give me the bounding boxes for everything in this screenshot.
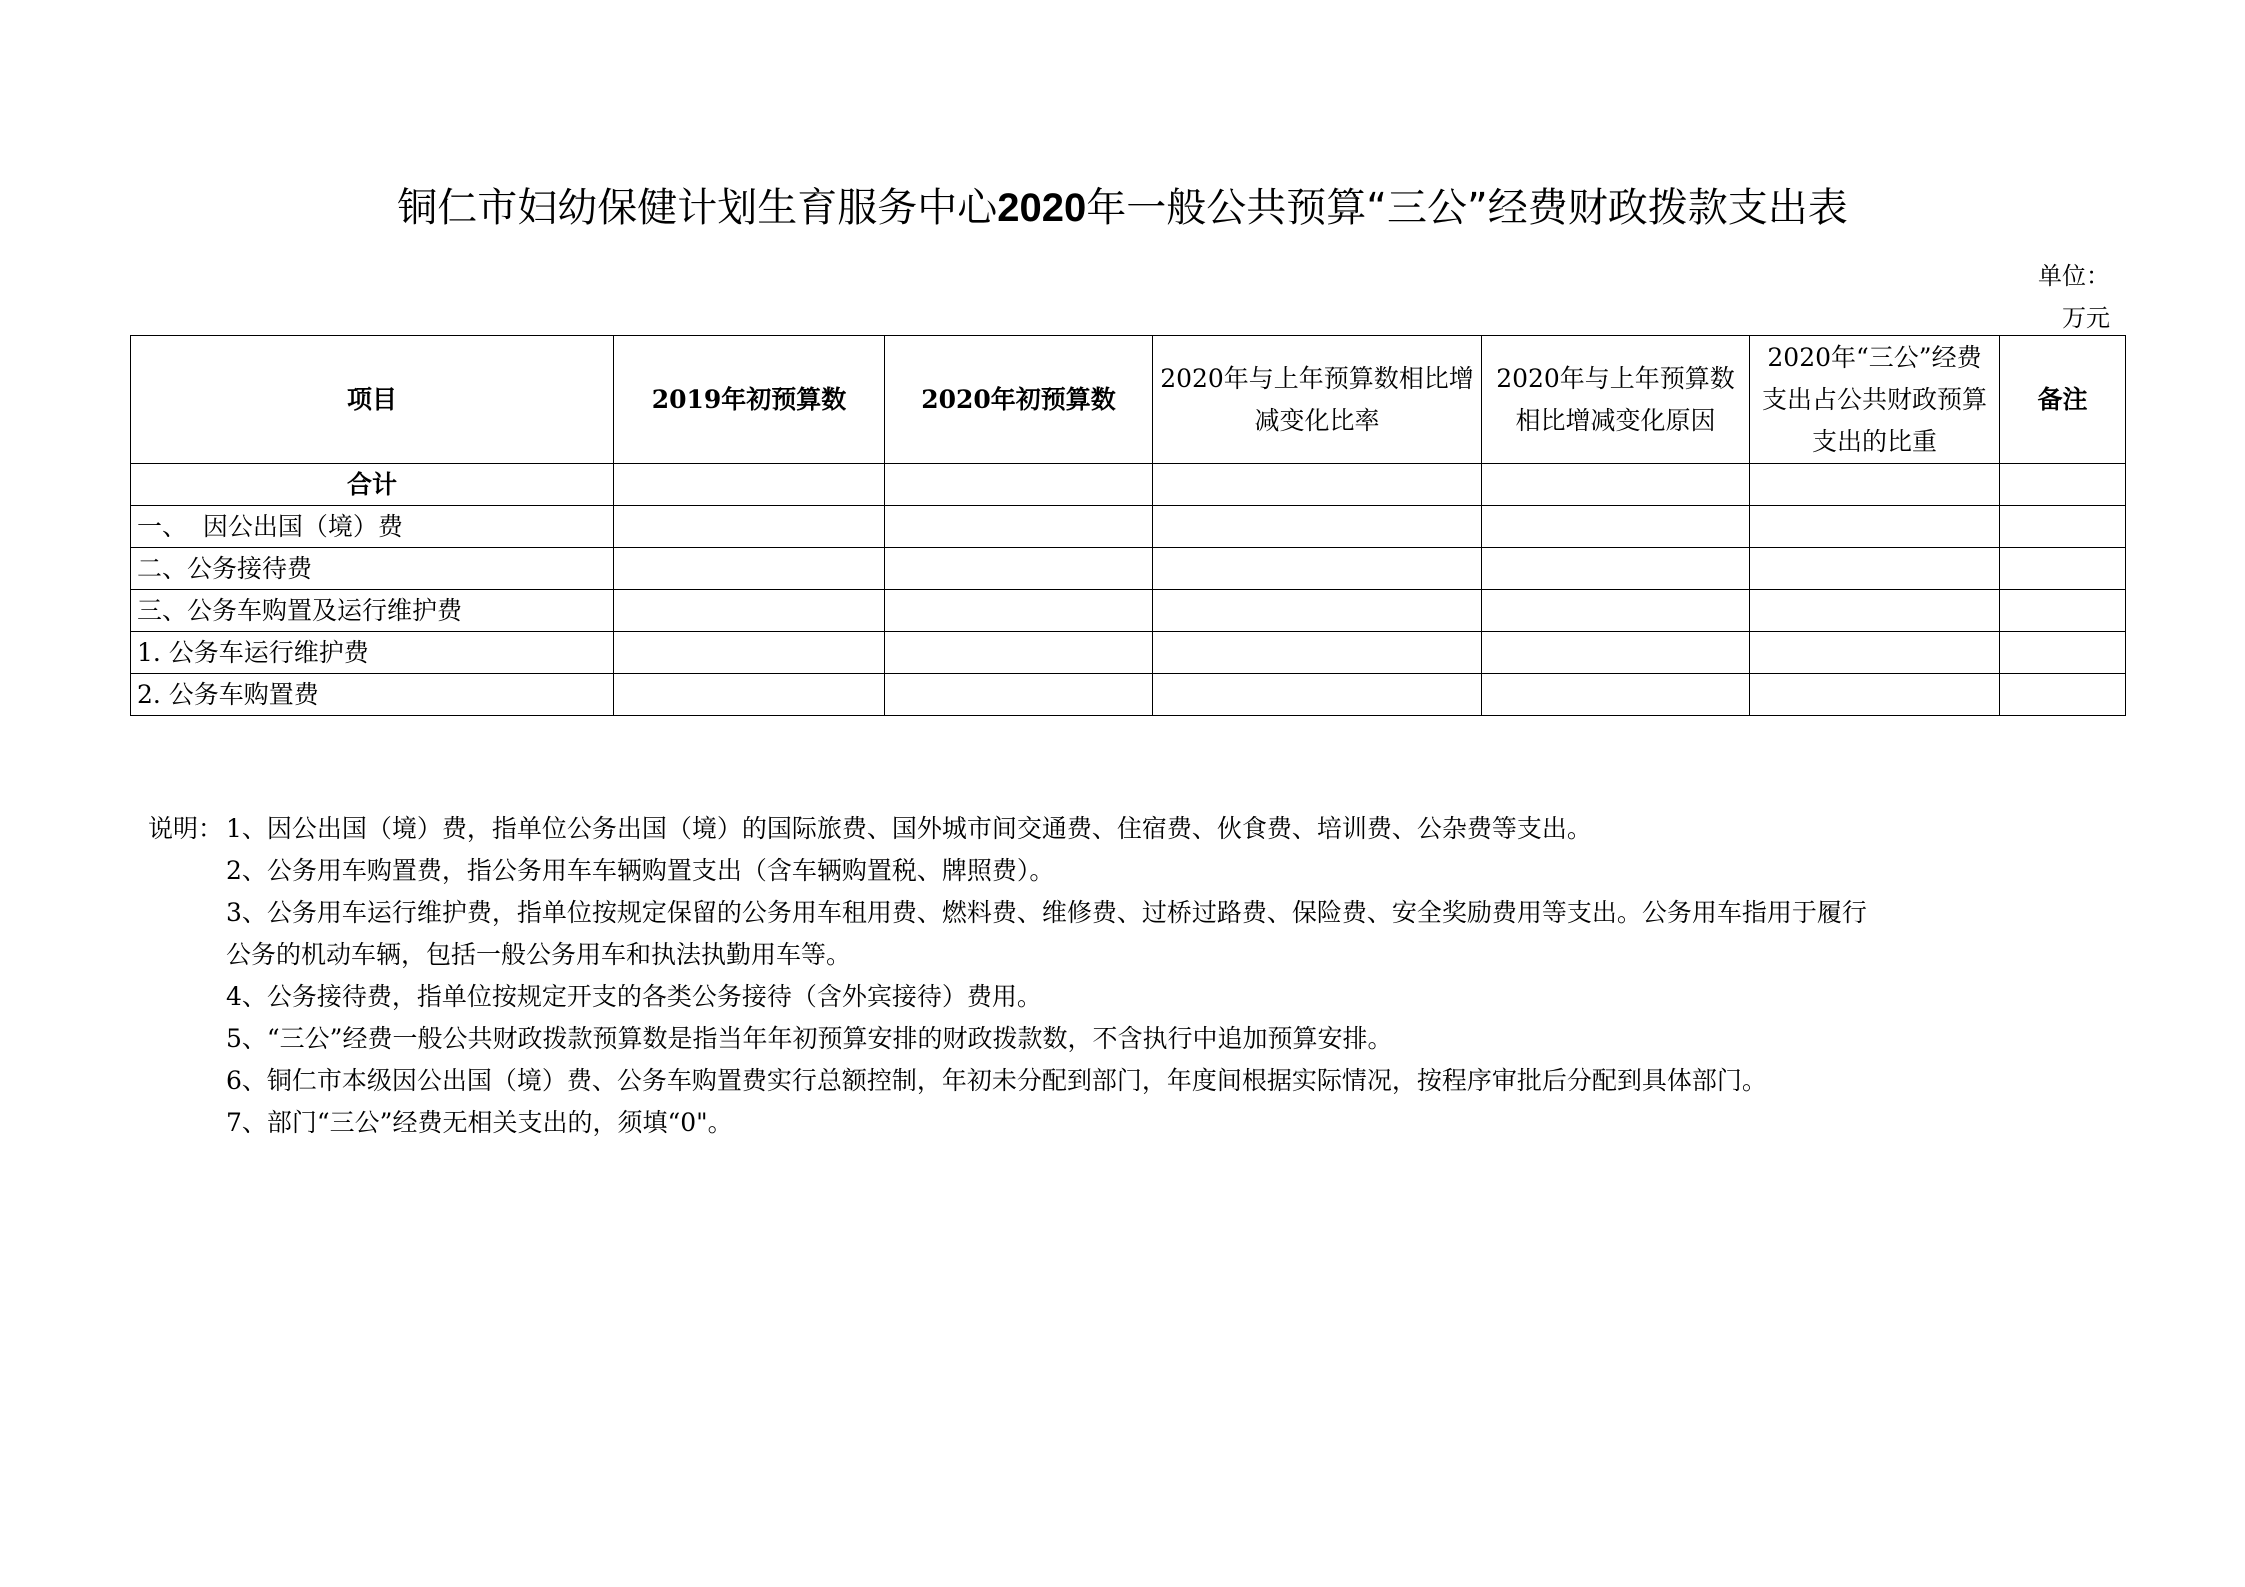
cell-budget-2019 [614, 632, 885, 674]
cell-budget-2020 [885, 548, 1153, 590]
cell-change-reason [1482, 506, 1750, 548]
cell-change-rate [1153, 548, 1482, 590]
cell-budget-2019 [614, 506, 885, 548]
table-row [131, 464, 2126, 506]
cell-budget-2019 [614, 464, 885, 506]
cell-budget-2019 [614, 674, 885, 716]
cell-change-rate [1153, 632, 1482, 674]
cell-remark [2000, 464, 2126, 506]
budget-table [130, 335, 2126, 716]
cell-change-reason [1482, 464, 1750, 506]
note-item [148, 976, 2048, 1018]
row-label-vehicle-operation: 1. 公务车运行维护费 [131, 632, 614, 674]
cell-budget-2020 [885, 464, 1153, 506]
note-item [148, 1018, 2048, 1060]
title-prefix: 铜仁市妇幼保健计划生育服务中心 [397, 185, 998, 231]
table-row [131, 632, 2126, 674]
note-item [148, 892, 2048, 934]
table-row [131, 548, 2126, 590]
cell-budget-2020 [885, 506, 1153, 548]
note-text: 3、公务用车运行维护费，指单位按规定保留的公务用车租用费、燃料费、维修费、过桥过路费、保险费、安全奖励费用等支出。公务用车指用于履行 [226, 898, 1867, 927]
cell-share [1750, 590, 2000, 632]
row-label-overseas: 一、 因公出国（境）费 [131, 506, 614, 548]
cell-budget-2020 [885, 674, 1153, 716]
unit-label [2038, 255, 2110, 339]
cell-share [1750, 632, 2000, 674]
cell-budget-2020 [885, 590, 1153, 632]
title-suffix: 年一般公共预算“三公”经费财政拨款支出表 [1086, 185, 1848, 231]
cell-change-reason [1482, 674, 1750, 716]
note-item [148, 808, 2048, 850]
unit-label-text: 单位： [2038, 262, 2110, 290]
note-text: 7、部门“三公”经费无相关支出的，须填“0"。 [226, 1108, 733, 1137]
cell-remark [2000, 590, 2126, 632]
cell-share [1750, 674, 2000, 716]
note-text: 4、公务接待费，指单位按规定开支的各类公务接待（含外宾接待）费用。 [226, 982, 1042, 1011]
cell-change-reason [1482, 632, 1750, 674]
cell-remark [2000, 548, 2126, 590]
header-change-rate: 2020年与上年预算数相比增减变化比率 [1153, 336, 1482, 464]
cell-budget-2019 [614, 590, 885, 632]
cell-change-rate [1153, 464, 1482, 506]
cell-change-rate [1153, 674, 1482, 716]
cell-share [1750, 548, 2000, 590]
header-change-reason: 2020年与上年预算数相比增减变化原因 [1482, 336, 1750, 464]
table-row [131, 590, 2126, 632]
row-label-vehicle-purchase: 2. 公务车购置费 [131, 674, 614, 716]
table-header-row [131, 336, 2126, 464]
cell-remark [2000, 674, 2126, 716]
note-text: 5、“三公”经费一般公共财政拨款预算数是指当年年初预算安排的财政拨款数，不含执行中追加预算安排。 [226, 1024, 1393, 1053]
cell-share [1750, 506, 2000, 548]
note-text: 2、公务用车购置费，指公务用车车辆购置支出（含车辆购置税、牌照费）。 [226, 856, 1055, 885]
cell-change-reason [1482, 590, 1750, 632]
note-text: 6、铜仁市本级因公出国（境）费、公务车购置费实行总额控制，年初未分配到部门，年度间根据实际情况，按程序审批后分配到具体部门。 [226, 1066, 1767, 1095]
note-item [148, 1102, 2048, 1144]
table-row [131, 674, 2126, 716]
header-share: 2020年“三公”经费支出占公共财政预算支出的比重 [1750, 336, 2000, 464]
notes-lead: 说明： [148, 814, 224, 843]
table-row [131, 506, 2126, 548]
note-text: 公务的机动车辆，包括一般公务用车和执法执勤用车等。 [226, 940, 852, 969]
page-title [0, 182, 2245, 234]
cell-budget-2020 [885, 632, 1153, 674]
note-item [148, 850, 2048, 892]
cell-remark [2000, 506, 2126, 548]
row-label-vehicles: 三、公务车购置及运行维护费 [131, 590, 614, 632]
note-item [148, 1060, 2048, 1102]
cell-share [1750, 464, 2000, 506]
cell-change-reason [1482, 548, 1750, 590]
note-text: 1、因公出国（境）费，指单位公务出国（境）的国际旅费、国外城市间交通费、住宿费、伙食费、培训费、公杂费等支出。 [226, 814, 1592, 843]
unit-value-text: 万元 [2062, 304, 2110, 332]
header-budget-2020: 2020年初预算数 [885, 336, 1153, 464]
header-item: 项目 [131, 336, 614, 464]
note-item [148, 934, 2048, 976]
header-budget-2019: 2019年初预算数 [614, 336, 885, 464]
cell-change-rate [1153, 590, 1482, 632]
row-label-total: 合计 [131, 464, 614, 506]
cell-change-rate [1153, 506, 1482, 548]
header-remark: 备注 [2000, 336, 2126, 464]
cell-remark [2000, 632, 2126, 674]
title-year: 2020 [997, 186, 1087, 230]
notes-section [148, 808, 2048, 1144]
row-label-reception: 二、公务接待费 [131, 548, 614, 590]
cell-budget-2019 [614, 548, 885, 590]
